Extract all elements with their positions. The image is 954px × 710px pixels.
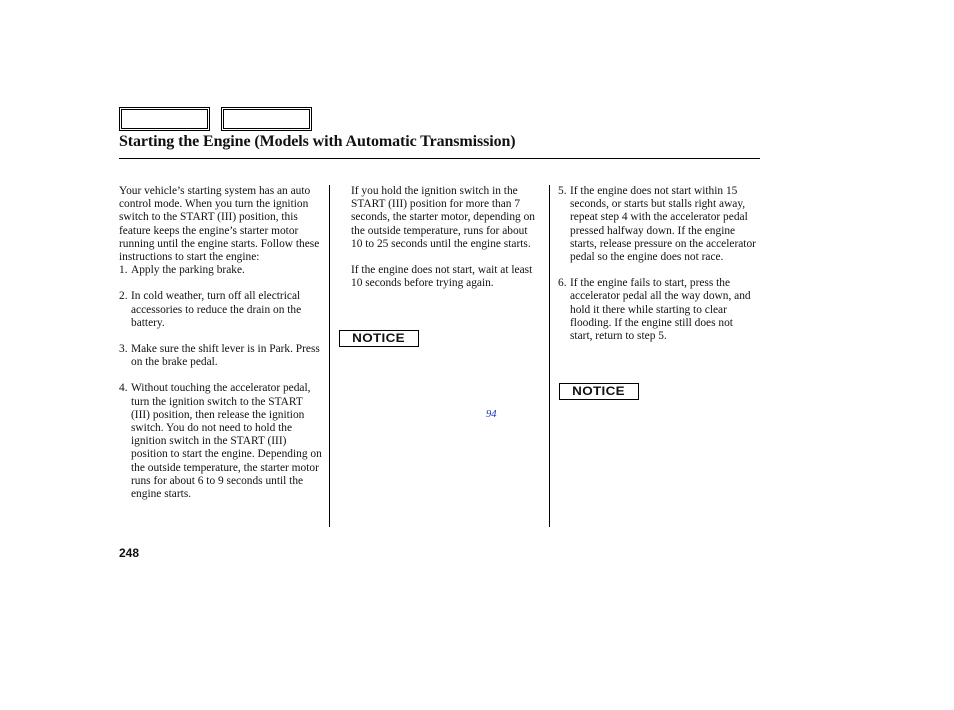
column-2 xyxy=(351,185,541,290)
retry-paragraph: If the engine does not start, wait at least 10 seconds before trying again. xyxy=(351,264,533,290)
step-number: 3. xyxy=(119,343,128,356)
page-reference-link[interactable]: 94 xyxy=(486,409,497,420)
step-text: If the engine does not start within 15 seconds, or starts but stalls right away, repeat step 4 with the accelerator pedal pressed halfway down. If the engine starts, release pressure on the accelerator pedal so the engine does not race. xyxy=(570,185,756,264)
title-divider xyxy=(119,158,760,159)
column-divider xyxy=(549,185,550,527)
page-number: 248 xyxy=(119,546,140,560)
step-6 xyxy=(558,277,758,343)
notice-box xyxy=(339,330,419,347)
step-3 xyxy=(119,343,322,369)
step-text: If the engine fails to start, press the accelerator pedal all the way down, and hold it there while starting to clear flooding. If the engine still does not start, return to step 5. xyxy=(570,277,751,343)
step-number: 4. xyxy=(119,382,128,395)
step-number: 1. xyxy=(119,264,128,277)
step-text: Apply the parking brake. xyxy=(131,264,245,277)
notice-label: NOTICE xyxy=(352,331,406,345)
step-number: 6. xyxy=(558,277,567,290)
step-text: Make sure the shift lever is in Park. Press on the brake pedal. xyxy=(131,343,320,369)
hold-switch-paragraph: If you hold the ignition switch in the START (III) position for more than 7 seconds, the starter motor, depending on the outside temperature, runs for about 10 to 25 seconds until the engine starts. xyxy=(351,185,535,250)
notice-label: NOTICE xyxy=(572,384,626,398)
step-number: 2. xyxy=(119,290,128,303)
notice-box xyxy=(559,383,639,400)
step-1 xyxy=(119,264,322,277)
intro-paragraph: Your vehicle’s starting system has an auto control mode. When you turn the ignition switch to the START (III) position, this feature keeps the engine’s starter motor running until the engine starts. Follow these instructions to start the engine: xyxy=(119,185,320,264)
step-5 xyxy=(558,185,758,264)
step-number: 5. xyxy=(558,185,567,197)
nav-button-main-menu[interactable] xyxy=(119,107,210,131)
nav-button-table-of-contents[interactable] xyxy=(221,107,312,131)
step-4 xyxy=(119,382,322,501)
page-title: Starting the Engine (Models with Automatic Transmission) xyxy=(119,133,516,150)
column-divider xyxy=(329,185,330,527)
step-text: Without touching the accelerator pedal, turn the ignition switch to the START (III) position, then release the ignition switch. You do not need to hold the ignition switch in the START (III) position to start the engine. Depending on the outside temperature, the starter motor runs for about 6 to 9 seconds until the engine starts. xyxy=(131,382,322,501)
step-text: In cold weather, turn off all electrical accessories to reduce the drain on the battery. xyxy=(131,290,302,329)
column-1 xyxy=(119,185,322,501)
step-2 xyxy=(119,290,322,330)
column-3 xyxy=(558,185,758,343)
